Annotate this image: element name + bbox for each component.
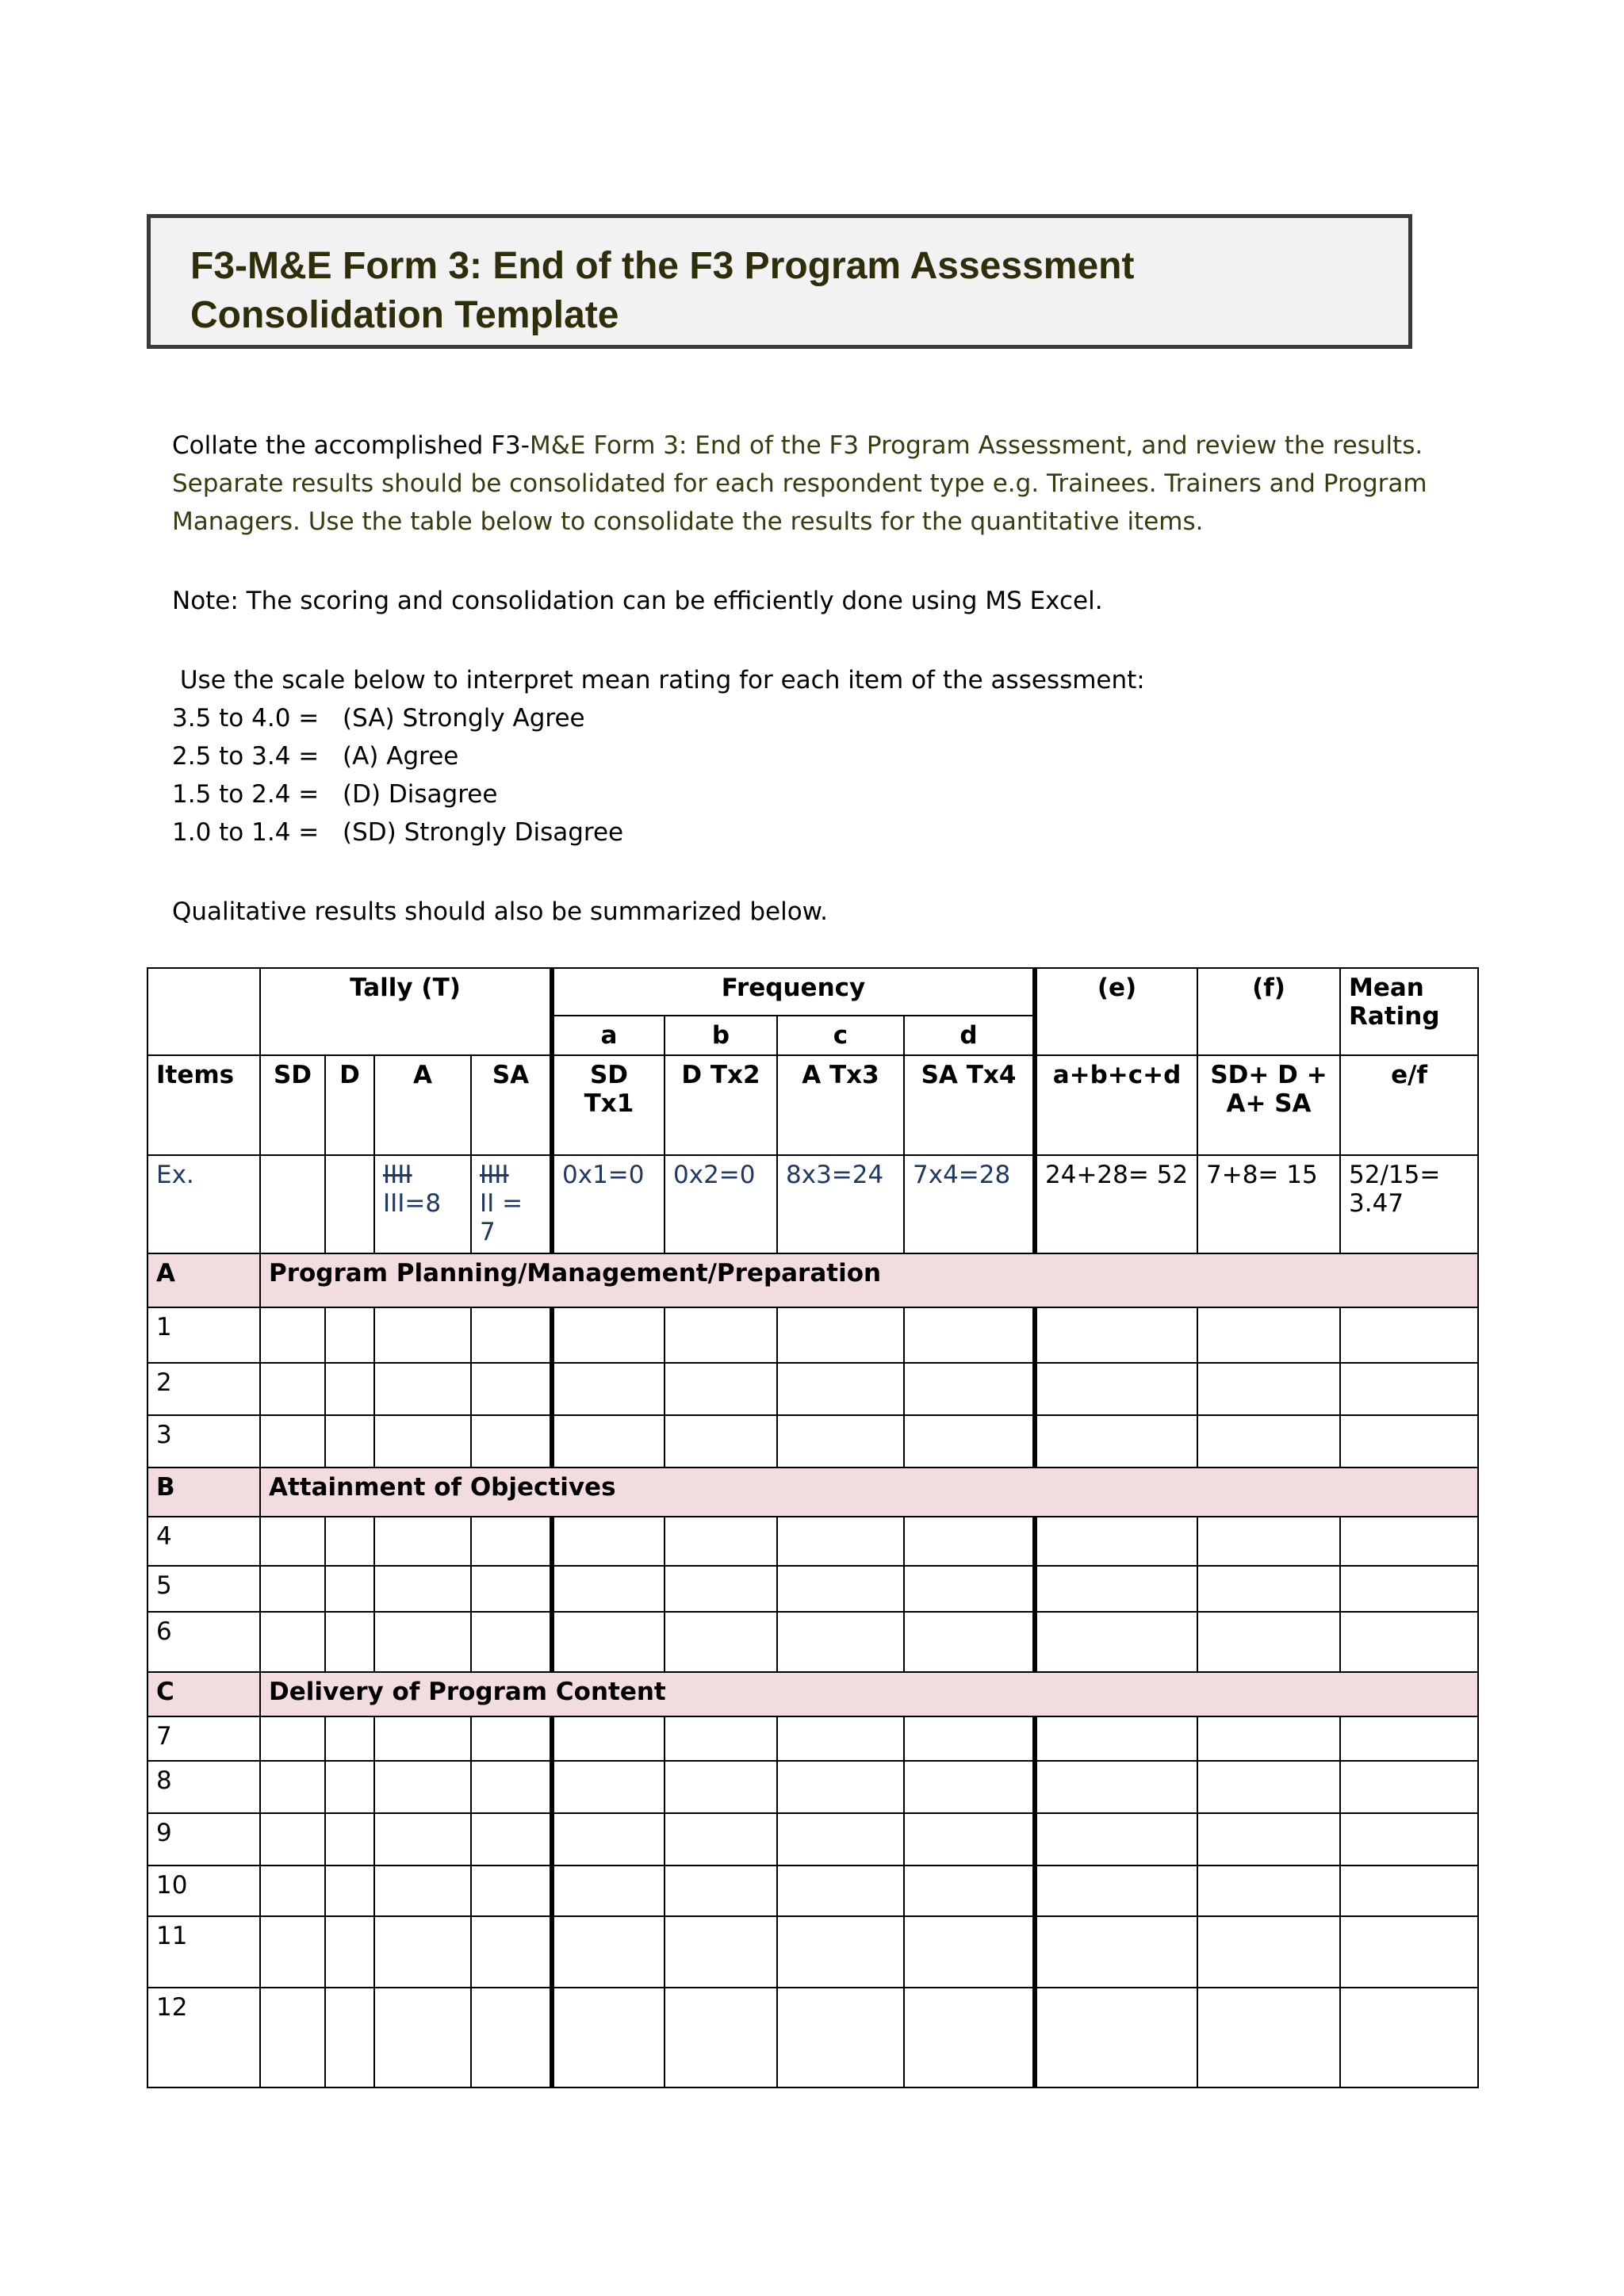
title-box [147, 214, 1412, 349]
header-row-1 [147, 968, 1478, 1016]
header-f: (f) [1197, 968, 1340, 1055]
intro-text [172, 427, 1441, 931]
header-d: d [904, 1016, 1035, 1055]
scale-row: 1.5 to 2.4 = (D) Disagree [172, 780, 498, 809]
section-letter: C [147, 1672, 260, 1716]
table-row [147, 1988, 1478, 2087]
header-sd: SD [260, 1055, 325, 1155]
page-title-line2: Consolidation Template [190, 294, 619, 336]
header-blank [147, 968, 260, 1055]
table-cell [325, 1155, 374, 1253]
item-number: 1 [147, 1307, 260, 1363]
intro-p1-b: M&E Form 3: End of the F3 Program Assessment, and review the results. [529, 431, 1423, 460]
table-row [147, 1612, 1478, 1672]
example-freq-c: 8x3=24 [777, 1155, 904, 1253]
item-number: 2 [147, 1363, 260, 1415]
header-items: Items [147, 1055, 260, 1155]
section-letter: B [147, 1468, 260, 1517]
intro-line-1 [172, 427, 1441, 465]
header-c: c [777, 1016, 904, 1055]
header-d-col: D [325, 1055, 374, 1155]
item-number: 6 [147, 1612, 260, 1672]
example-label: Ex. [147, 1155, 260, 1253]
header-d-tx2: D Tx2 [665, 1055, 777, 1155]
header-sa-tx4: SA Tx4 [904, 1055, 1035, 1155]
example-row [147, 1155, 1478, 1253]
consolidation-table [147, 967, 1479, 2088]
header-a-col: A [374, 1055, 471, 1155]
item-number: 4 [147, 1517, 260, 1566]
table-row [147, 1566, 1478, 1612]
scale-intro: Use the scale below to interpret mean rating for each item of the assessment: [172, 666, 1145, 695]
header-sum-e: a+b+c+d [1035, 1055, 1197, 1155]
header-row-3 [147, 1055, 1478, 1155]
table-cell [260, 1155, 325, 1253]
table-row [147, 1307, 1478, 1363]
intro-line-3: Managers. Use the table below to consolidate the results for the quantitative items. [172, 507, 1204, 536]
table-row [147, 1761, 1478, 1813]
example-a-tally: IIII III=8 [374, 1155, 471, 1253]
header-sd-tx1: SD Tx1 [552, 1055, 665, 1155]
example-sa-tally-mark: IIII [480, 1161, 509, 1189]
header-tally: Tally (T) [260, 968, 552, 1055]
example-e: 24+28= 52 [1035, 1155, 1197, 1253]
example-a-tally-mark: IIII [383, 1161, 412, 1189]
section-letter: A [147, 1253, 260, 1307]
section-row [147, 1253, 1478, 1307]
header-sum-f: SD+ D + A+ SA [1197, 1055, 1340, 1155]
item-number: 9 [147, 1813, 260, 1866]
scale-row: 2.5 to 3.4 = (A) Agree [172, 742, 459, 771]
header-a-tx3: A Tx3 [777, 1055, 904, 1155]
table-row [147, 1813, 1478, 1866]
section-title: Delivery of Program Content [260, 1672, 1478, 1716]
table-row [147, 1916, 1478, 1988]
header-frequency: Frequency [552, 968, 1035, 1016]
page-title-line1: F3-M&E Form 3: End of the F3 Program Assessment [190, 245, 1135, 287]
example-mean: 52/15= 3.47 [1340, 1155, 1478, 1253]
header-mean-rating: Mean Rating [1340, 968, 1478, 1055]
header-b: b [665, 1016, 777, 1055]
header-a: a [552, 1016, 665, 1055]
table-row [147, 1363, 1478, 1415]
item-number: 3 [147, 1415, 260, 1468]
section-title: Program Planning/Management/Preparation [260, 1253, 1478, 1307]
item-number: 5 [147, 1566, 260, 1612]
item-number: 11 [147, 1916, 260, 1988]
section-row [147, 1468, 1478, 1517]
section-row [147, 1672, 1478, 1716]
item-number: 7 [147, 1716, 260, 1761]
note-text: Note: The scoring and consolidation can be efficiently done using MS Excel. [172, 587, 1103, 615]
scale-row: 1.0 to 1.4 = (SD) Strongly Disagree [172, 818, 624, 847]
scale-row: 3.5 to 4.0 = (SA) Strongly Agree [172, 704, 585, 733]
example-freq-d: 7x4=28 [904, 1155, 1035, 1253]
header-e: (e) [1035, 968, 1197, 1055]
table-row [147, 1866, 1478, 1916]
item-number: 8 [147, 1761, 260, 1813]
table-row [147, 1517, 1478, 1566]
section-title: Attainment of Objectives [260, 1468, 1478, 1517]
header-sa: SA [471, 1055, 552, 1155]
example-f: 7+8= 15 [1197, 1155, 1340, 1253]
intro-p1-a: Collate the accomplished F3- [172, 431, 530, 460]
table-row [147, 1716, 1478, 1761]
example-freq-b: 0x2=0 [665, 1155, 777, 1253]
example-sa-tally: IIII II = 7 [471, 1155, 552, 1253]
example-freq-a: 0x1=0 [552, 1155, 665, 1253]
item-number: 10 [147, 1866, 260, 1916]
header-ef: e/f [1340, 1055, 1478, 1155]
qualitative-note: Qualitative results should also be summarized below. [172, 897, 829, 926]
intro-line-2: Separate results should be consolidated for each respondent type e.g. Trainees. Trainers and Program [172, 469, 1427, 498]
item-number: 12 [147, 1988, 260, 2087]
table-row [147, 1415, 1478, 1468]
